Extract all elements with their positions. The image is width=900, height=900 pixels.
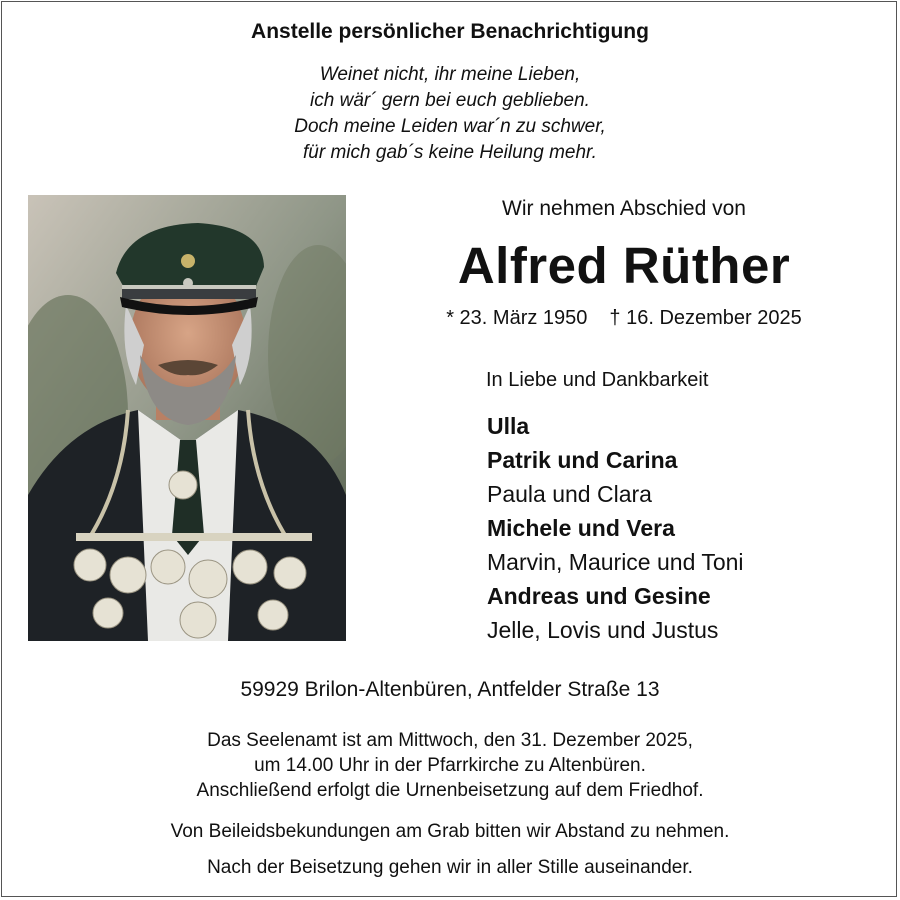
portrait-photo — [28, 195, 346, 641]
family-member: Ulla — [487, 413, 530, 439]
poem — [0, 62, 900, 166]
condolence-note: Von Beileidsbekundungen am Grab bitten wir Abstand zu nehmen. — [170, 821, 730, 842]
service-line: Das Seelenamt ist am Mittwoch, den 31. Dezember 2025, — [207, 730, 693, 751]
birth-date: * 23. März 1950 — [446, 307, 588, 329]
family-member: Patrik und Carina — [487, 447, 678, 473]
farewell-intro: Wir nehmen Abschied von — [502, 197, 746, 220]
poem-line: für mich gab´s keine Heilung mehr. — [303, 142, 597, 163]
deceased-name: Alfred Rüther — [457, 237, 791, 294]
family-member: Paula und Clara — [487, 481, 652, 507]
poem-line: Doch meine Leiden war´n zu schwer, — [294, 116, 606, 137]
family-member: Andreas und Gesine — [487, 583, 711, 609]
death-date: † 16. Dezember 2025 — [609, 307, 802, 329]
family-member: Jelle, Lovis und Justus — [487, 617, 719, 643]
poem-line: ich wär´ gern bei euch geblieben. — [310, 90, 590, 111]
poem-line: Weinet nicht, ihr meine Lieben, — [319, 64, 581, 85]
service-line: Anschließend erfolgt die Urnenbeisetzung auf dem Friedhof. — [196, 780, 704, 801]
family-member: Michele und Vera — [487, 515, 675, 541]
family-address: 59929 Brilon-Altenbüren, Antfelder Straße 13 — [240, 678, 660, 701]
family-list — [487, 409, 744, 647]
service-line: um 14.00 Uhr in der Pfarrkirche zu Altenbüren. — [254, 755, 646, 776]
closing-note: Nach der Beisetzung gehen wir in aller Stille auseinander. — [207, 857, 693, 878]
notice-header: Anstelle persönlicher Benachrichtigung — [251, 20, 649, 43]
service-details — [0, 728, 900, 803]
life-dates — [380, 307, 868, 330]
gratitude-line: In Liebe und Dankbarkeit — [486, 369, 709, 391]
family-member: Marvin, Maurice und Toni — [487, 549, 744, 575]
